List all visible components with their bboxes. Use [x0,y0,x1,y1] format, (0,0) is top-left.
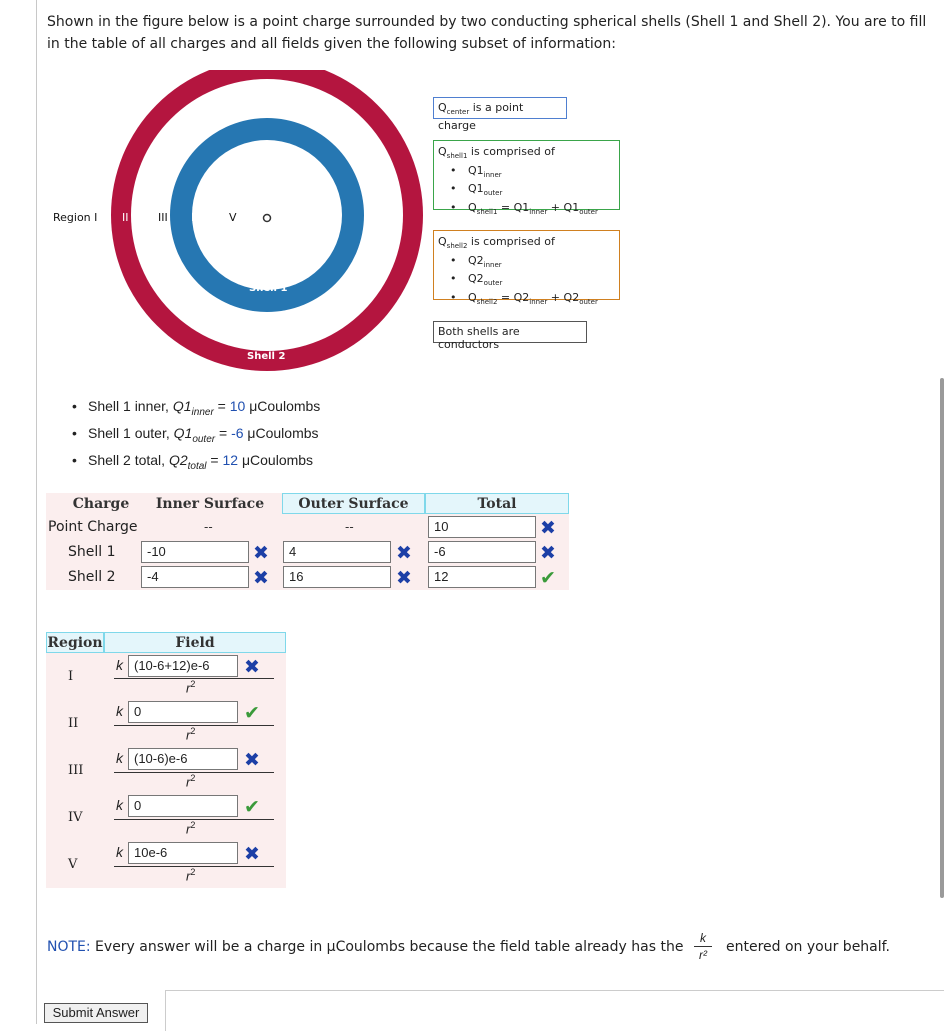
region-label-V: V [229,211,237,224]
k-label: k [116,844,123,860]
k-label: k [116,750,123,766]
region-label: II [68,716,79,731]
shells-diagram [40,70,480,390]
col-header-total: Total [425,493,569,514]
region-label: V [68,857,78,872]
shell1-inner-input[interactable]: -10 [141,541,249,563]
center-info-box [433,97,567,133]
shell1-info-box [433,140,620,216]
k-over-r2-fraction: k r² [694,931,712,962]
r-squared: $r^2$ [186,820,196,837]
list-item: • Shell 1 inner, $Q1_{inner} = 10$ μCoulombs [70,398,320,425]
region-label: III [68,763,84,778]
q-symbol: Q [438,235,447,248]
shell1-total-input[interactable]: -6 [428,541,536,563]
region-label-I: Region I [53,211,98,224]
list-item: • $Q2_{inner}$ [468,254,615,272]
region-label-III: III [158,211,168,224]
k-label: k [116,657,123,673]
wrong-icon: ✖ [244,843,260,865]
shell2-box-text: is comprised of [467,235,555,248]
field-input-region-III[interactable]: (10-6)e-6 [128,748,238,770]
wrong-icon: ✖ [396,542,412,564]
submit-answer-button[interactable]: Submit Answer [44,1003,148,1023]
shell1-label: Shell 1 [249,283,288,294]
wrong-icon: ✖ [396,567,412,589]
region-label: IV [68,810,83,825]
shell2-label: Shell 2 [247,351,286,362]
k-label: k [116,797,123,813]
center-box-text: is a point charge [438,101,524,133]
q-subscript: shell1 [446,152,468,161]
field-input-region-V[interactable]: 10e-6 [128,842,238,864]
wrong-icon: ✖ [540,542,556,564]
col-header-inner: Inner Surface [155,496,265,512]
charge-table [46,493,569,590]
shell2-inner-input[interactable]: -4 [141,566,249,588]
region-label: I [68,669,74,684]
note-label: NOTE: [47,939,91,955]
q-symbol: Q [438,145,447,158]
q-subscript: shell2 [446,242,468,251]
check-icon: ✔ [540,567,556,589]
point-charge-total-input[interactable]: 10 [428,516,536,538]
shell1-box-text: is comprised of [467,145,555,158]
frame-border [36,0,37,1024]
inner-na: -- [204,520,213,534]
note-text-end: entered on your behalf. [726,939,891,955]
col-header-outer: Outer Surface [282,493,425,514]
feedback-area [165,990,944,1031]
k-label: k [116,703,123,719]
row-label-point-charge: Point Charge [48,519,138,535]
q-subscript: center [446,108,470,117]
row-label-shell1: Shell 1 [68,544,116,560]
scrollbar[interactable] [940,378,944,898]
shell1-outer-input[interactable]: 4 [283,541,391,563]
wrong-icon: ✖ [244,656,260,678]
wrong-icon: ✖ [253,542,269,564]
list-item: • Shell 2 total, $Q2_{total} = 12$ μCoulombs [70,452,320,479]
shell-figure [40,70,480,390]
list-item: • $Q2_{outer}$ [468,272,615,290]
r-squared: $r^2$ [186,679,196,696]
given-values-list [70,398,320,479]
point-charge [264,215,271,222]
shell2-outer-input[interactable]: 16 [283,566,391,588]
r-squared: $r^2$ [186,726,196,743]
field-table [46,632,286,888]
field-input-region-II[interactable]: 0 [128,701,238,723]
q-symbol: Q [438,101,447,114]
col-header-field: Field [104,632,286,653]
outer-na: -- [345,520,354,534]
list-item: • $Q_{shell2} = Q2_{inner} + Q2_{outer}$ [468,291,615,309]
row-label-shell2: Shell 2 [68,569,116,585]
list-item: • $Q1_{inner}$ [468,164,615,182]
r-squared: $r^2$ [186,773,196,790]
check-icon: ✔ [244,796,260,818]
conductors-box: Both shells are conductors [433,321,587,343]
r-squared: $r^2$ [186,867,196,884]
shell2-total-input[interactable]: 12 [428,566,536,588]
col-header-charge: Charge [72,496,130,512]
wrong-icon: ✖ [244,749,260,771]
shell2-info-box [433,230,620,306]
list-item: • Shell 1 outer, $Q1_{outer} = -6$ μCoulombs [70,425,320,452]
wrong-icon: ✖ [253,567,269,589]
field-input-region-I[interactable]: (10-6+12)e-6 [128,655,238,677]
col-header-region: Region [46,632,104,653]
list-item: • $Q_{shell1} = Q1_{inner} + Q1_{outer}$ [468,201,615,219]
wrong-icon: ✖ [540,517,556,539]
problem-intro: Shown in the figure below is a point charge surrounded by two conducting spherical shells (Shell 1 and Shell 2). You are to fill in the table of all charges and all fields given the following subset of information: [47,14,927,52]
region-label-II: II [122,211,129,224]
note-text: NOTE: Every answer will be a charge in μCoulombs because the field table already has the [47,939,684,955]
list-item: • $Q1_{outer}$ [468,182,615,200]
field-input-region-IV[interactable]: 0 [128,795,238,817]
region-label-IV: IV [191,211,202,224]
check-icon: ✔ [244,702,260,724]
